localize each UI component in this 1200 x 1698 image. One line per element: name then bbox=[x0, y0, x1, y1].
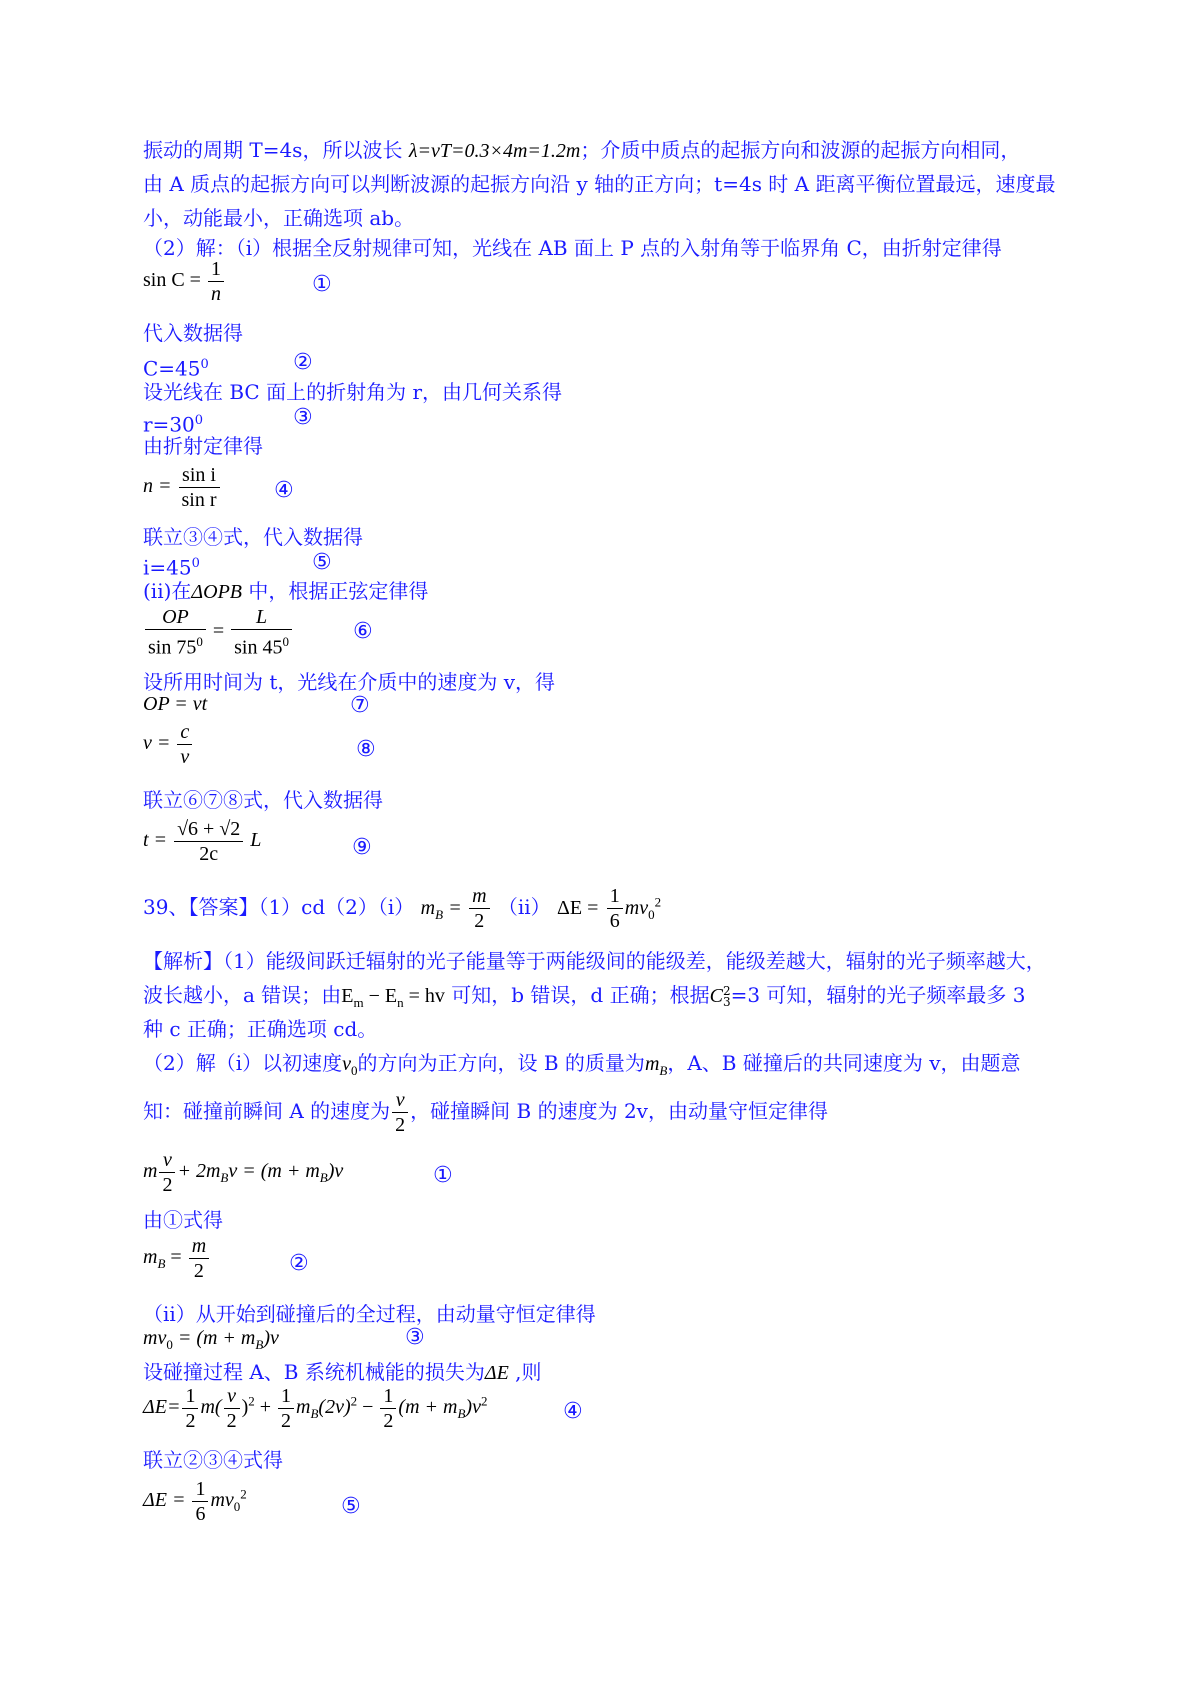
equals-sign: = bbox=[449, 897, 461, 919]
para-line-3 bbox=[143, 201, 1100, 235]
circled-marker: ② bbox=[289, 1251, 309, 1276]
numerator: OP bbox=[145, 605, 206, 630]
superscript: 2 bbox=[480, 1393, 488, 1409]
circled-marker: ⑦ bbox=[350, 693, 370, 718]
equation-e5 bbox=[143, 1477, 247, 1526]
fraction bbox=[224, 1384, 240, 1433]
subscript: B bbox=[220, 1170, 229, 1186]
circled-marker: ⑨ bbox=[352, 835, 372, 860]
fraction bbox=[182, 1384, 198, 1433]
eq-lhs: sin C = bbox=[143, 269, 201, 292]
text: C bbox=[709, 985, 723, 1007]
subscript: 0 bbox=[351, 1063, 358, 1078]
denominator: 2 bbox=[185, 1410, 196, 1432]
denominator: 2 bbox=[226, 1410, 237, 1432]
eq-lhs: t = bbox=[143, 829, 168, 852]
subscript: B bbox=[157, 1256, 166, 1272]
circled-marker: ① bbox=[312, 272, 332, 297]
superscript: 2 bbox=[248, 1393, 255, 1409]
numerator: v bbox=[159, 1148, 175, 1173]
fraction bbox=[380, 1384, 396, 1433]
superscript: 2 bbox=[240, 1486, 247, 1502]
fraction bbox=[231, 605, 292, 660]
denominator: 2 bbox=[193, 1260, 204, 1282]
circled-marker: ④ bbox=[563, 1399, 583, 1424]
text: 波长越小，a 错误；由 bbox=[143, 983, 342, 1007]
circled-marker: ⑥ bbox=[353, 619, 373, 644]
text: m bbox=[420, 897, 436, 919]
subscript: B bbox=[659, 1063, 668, 1078]
numerator: 1 bbox=[192, 1477, 208, 1502]
denominator: sin r bbox=[181, 489, 217, 511]
denominator: 2 bbox=[162, 1174, 173, 1196]
degree-superscript: 0 bbox=[191, 556, 200, 571]
circled-marker: ⑤ bbox=[312, 550, 332, 575]
fraction bbox=[145, 605, 206, 660]
denominator: 2c bbox=[199, 843, 219, 865]
text: 可知，b 错误，d 正确；根据 bbox=[451, 983, 710, 1007]
eq-lhs: n = bbox=[143, 475, 172, 498]
numerator: m bbox=[189, 1234, 209, 1259]
text: 代入数据得 bbox=[143, 321, 243, 345]
numerator: 1 bbox=[380, 1384, 396, 1409]
text: （2）解（i）以初速度 bbox=[143, 1051, 343, 1075]
fraction bbox=[192, 1477, 208, 1526]
text: （ii） bbox=[497, 895, 551, 919]
subscript: 0 bbox=[648, 907, 655, 922]
subscript: B bbox=[457, 1406, 466, 1422]
denominator: 2 bbox=[474, 910, 485, 932]
fraction bbox=[189, 1234, 209, 1283]
fraction bbox=[208, 257, 224, 306]
denominator bbox=[145, 630, 206, 660]
text: 中，根据正弦定律得 bbox=[248, 579, 429, 603]
text: （2）解：（i）根据全反射规律可知，光线在 AB 面上 P 点的入射角等于临界角 C，由折射定律得 bbox=[143, 236, 1002, 260]
denominator: v bbox=[180, 746, 190, 768]
text: v = (m + m bbox=[228, 1160, 320, 1183]
text: ) bbox=[241, 1396, 249, 1419]
numerator: 1 bbox=[607, 884, 623, 909]
text: 联立⑥⑦⑧式，代入数据得 bbox=[143, 788, 383, 812]
text: ΔE= bbox=[143, 1396, 181, 1419]
equation-e1 bbox=[143, 1148, 343, 1197]
text: 【解析】（1）能级间跃迁辐射的光子能量等于两能级间的能级差，能级差越大，辐射的光子频率越大， bbox=[143, 949, 1046, 973]
fraction bbox=[392, 1088, 408, 1137]
numerator: 1 bbox=[208, 257, 224, 282]
text: (ii)在 bbox=[143, 579, 192, 603]
text: =3 可知，辐射的光子频率最多 3 bbox=[730, 983, 1026, 1007]
text: m bbox=[143, 1246, 158, 1269]
fraction bbox=[469, 884, 489, 933]
text: m bbox=[296, 1396, 311, 1419]
circled-marker: ⑧ bbox=[356, 737, 376, 762]
fraction bbox=[174, 817, 243, 866]
circled-marker: ③ bbox=[405, 1325, 425, 1350]
equation-6 bbox=[143, 605, 294, 660]
text-line bbox=[143, 783, 1100, 817]
eq-lhs: v = bbox=[143, 732, 171, 755]
text: 振动的周期 T=4s，所以波长 bbox=[143, 138, 403, 162]
equation-e3 bbox=[143, 1327, 279, 1353]
text: 联立②③④式得 bbox=[143, 1448, 283, 1472]
text: i=45 bbox=[143, 555, 192, 580]
text: = (m + m bbox=[172, 1327, 256, 1349]
circled-marker: ⑤ bbox=[341, 1494, 361, 1519]
denominator: 6 bbox=[195, 1503, 206, 1525]
subscript: m bbox=[353, 995, 364, 1010]
denominator: 2 bbox=[281, 1410, 292, 1432]
subscript: B bbox=[435, 907, 444, 922]
subscript: 0 bbox=[233, 1499, 241, 1515]
answer-line bbox=[143, 884, 1100, 933]
explanation-line-4 bbox=[143, 1046, 1100, 1088]
superscript: 2 bbox=[654, 894, 662, 910]
equation-4 bbox=[143, 463, 222, 512]
circled-marker: ③ bbox=[293, 405, 313, 430]
text: 知：碰撞前瞬间 A 的速度为 bbox=[143, 1099, 391, 1123]
text-line bbox=[143, 1443, 1100, 1477]
degree-superscript: 0 bbox=[196, 634, 203, 649]
numerator: c bbox=[177, 720, 192, 745]
text: mv bbox=[143, 1327, 167, 1349]
text-line bbox=[143, 665, 1100, 699]
para-line-1 bbox=[143, 133, 1100, 168]
text: 由折射定律得 bbox=[143, 434, 263, 458]
equation-e4 bbox=[143, 1384, 487, 1433]
denominator: 2 bbox=[383, 1410, 394, 1432]
subscript: B bbox=[310, 1406, 319, 1422]
numerator: L bbox=[231, 605, 292, 630]
subscript: 3 bbox=[722, 994, 731, 1009]
text: 联立③④式，代入数据得 bbox=[143, 525, 363, 549]
equation-7: OP = vt bbox=[143, 693, 208, 715]
circled-marker: ② bbox=[293, 350, 313, 375]
text: v bbox=[342, 1053, 352, 1075]
denominator: 2 bbox=[395, 1114, 406, 1136]
text: sin 45 bbox=[234, 636, 283, 659]
text-line bbox=[143, 1297, 1100, 1331]
text: ΔE = bbox=[557, 897, 599, 919]
text: ，碰撞瞬间 B 的速度为 2v，由动量守恒定律得 bbox=[410, 1099, 828, 1123]
text: mv bbox=[624, 897, 649, 919]
text: E bbox=[341, 985, 354, 1007]
subscript: 0 bbox=[166, 1337, 173, 1352]
text: 种 c 正确；正确选项 cd。 bbox=[143, 1017, 378, 1041]
degree-superscript: 0 bbox=[200, 357, 209, 372]
numerator: v bbox=[392, 1088, 408, 1113]
denominator: n bbox=[210, 283, 221, 305]
fraction bbox=[177, 720, 192, 769]
text: 设光线在 BC 面上的折射角为 r，由几何关系得 bbox=[143, 380, 563, 404]
answer-heading: 39、【答案】（1）cd（2）（i） bbox=[143, 895, 415, 919]
numerator: m bbox=[469, 884, 489, 909]
numerator: 1 bbox=[278, 1384, 294, 1409]
text: （ii）从开始到碰撞后的全过程，由动量守恒定律得 bbox=[143, 1302, 596, 1326]
text: 设碰撞过程 A、B 系统机械能的损失为 bbox=[143, 1360, 485, 1384]
text: 小，动能最小，正确选项 ab。 bbox=[143, 206, 415, 230]
equation-e2 bbox=[143, 1234, 211, 1283]
text: + 2m bbox=[177, 1160, 221, 1183]
numerator: sin i bbox=[179, 463, 220, 488]
explanation-line-5 bbox=[143, 1088, 1100, 1137]
fraction bbox=[607, 884, 623, 933]
text: (2v) bbox=[318, 1396, 351, 1419]
fraction bbox=[179, 463, 220, 512]
equals-sign: = bbox=[212, 619, 225, 642]
equation-8 bbox=[143, 720, 194, 769]
text: r=30 bbox=[143, 412, 195, 437]
equation-1 bbox=[143, 257, 226, 306]
circled-marker: ④ bbox=[274, 478, 294, 503]
equation-9 bbox=[143, 817, 261, 866]
explanation-line-1 bbox=[143, 944, 1100, 978]
fraction bbox=[159, 1148, 175, 1197]
text: + bbox=[259, 1396, 272, 1419]
superscript: 2 bbox=[722, 983, 731, 998]
wavelength-formula: λ=vT=0.3×4m=1.2m bbox=[408, 140, 581, 162]
text: )v bbox=[465, 1396, 481, 1419]
circled-marker: ① bbox=[433, 1163, 453, 1188]
text: ，A、B 碰撞后的共同速度为 v，由题意 bbox=[667, 1051, 1021, 1075]
text-line bbox=[143, 316, 1100, 350]
text: 由 A 质点的起振方向可以判断波源的起振方向沿 y 轴的正方向；t=4s 时 A 距离平衡位置最远，速度最 bbox=[143, 172, 1056, 196]
text: − bbox=[362, 1396, 374, 1419]
text: (m + m bbox=[398, 1396, 458, 1419]
subscript: B bbox=[255, 1337, 264, 1352]
text: ΔE = bbox=[143, 1489, 186, 1512]
text: )v bbox=[263, 1327, 279, 1349]
text-line bbox=[143, 429, 1100, 463]
text: = hv bbox=[403, 985, 445, 1007]
degree-superscript: 0 bbox=[282, 634, 289, 649]
text: 的方向为正方向，设 B 的质量为 bbox=[357, 1051, 645, 1075]
text: sin 75 bbox=[148, 636, 197, 659]
text: ΔE bbox=[484, 1362, 509, 1384]
superscript: 2 bbox=[350, 1393, 358, 1409]
length-symbol: L bbox=[250, 829, 262, 852]
subscript: n bbox=[397, 995, 404, 1010]
text: )v bbox=[327, 1160, 344, 1183]
fraction bbox=[278, 1384, 294, 1433]
text: m bbox=[143, 1160, 158, 1183]
text-line bbox=[143, 1203, 1100, 1237]
subscript: B bbox=[319, 1170, 328, 1186]
para-line-2 bbox=[143, 167, 1100, 201]
text: 由①式得 bbox=[143, 1208, 223, 1232]
triangle-label: ΔOPB bbox=[191, 581, 243, 603]
denominator: 6 bbox=[609, 910, 620, 932]
numerator: √6 + √2 bbox=[174, 817, 243, 842]
text-line bbox=[143, 574, 1100, 609]
equals-sign: = bbox=[170, 1246, 182, 1269]
text: m( bbox=[200, 1396, 222, 1419]
text: mv bbox=[210, 1489, 234, 1512]
text: m bbox=[644, 1053, 660, 1075]
text: 设所用时间为 t，光线在介质中的速度为 v，得 bbox=[143, 670, 556, 694]
text: ；介质中质点的起振方向和波源的起振方向相同， bbox=[580, 138, 1021, 162]
text: − E bbox=[363, 985, 398, 1007]
explanation-line-3 bbox=[143, 1012, 1100, 1046]
denominator bbox=[231, 630, 292, 660]
degree-superscript: 0 bbox=[194, 413, 204, 428]
text: ,则 bbox=[508, 1360, 542, 1384]
text: C=45 bbox=[143, 356, 201, 381]
numerator: v bbox=[224, 1384, 240, 1409]
para-line-4 bbox=[143, 231, 1100, 265]
numerator: 1 bbox=[182, 1384, 198, 1409]
